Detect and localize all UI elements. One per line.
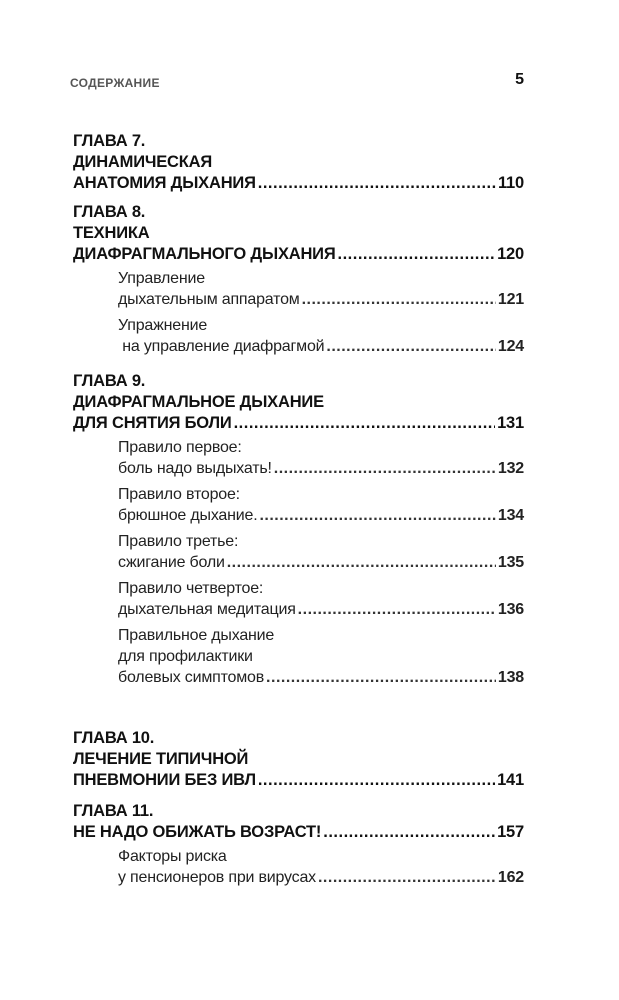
- chapter-page-number: 157: [497, 823, 524, 841]
- section-list: [118, 437, 524, 688]
- section-line: Правильное дыхание: [118, 627, 275, 644]
- toc-section: [118, 437, 524, 479]
- running-head: СОДЕРЖАНИЕ: [70, 76, 160, 90]
- section-title: дыхательным аппаратом: [118, 291, 300, 308]
- dot-leader: [227, 552, 496, 573]
- dot-leader: [258, 770, 495, 791]
- section-line: Правило третье:: [118, 533, 239, 550]
- toc-chapter-9: [73, 371, 524, 688]
- chapter-title: ДИАФРАГМАЛЬНОГО ДЫХАНИЯ: [73, 245, 336, 263]
- dot-leader: [338, 244, 496, 265]
- section-title: дыхательная медитация: [118, 601, 296, 618]
- chapter-heading-line: ДИАФРАГМАЛЬНОЕ ДЫХАНИЕ: [73, 393, 324, 411]
- section-title: болевых симптомов: [118, 669, 265, 686]
- chapter-title: ПНЕВМОНИИ БЕЗ ИВЛ: [73, 771, 256, 789]
- toc-section: [118, 531, 524, 573]
- section-entry-row: [118, 505, 524, 526]
- toc-section: [118, 578, 524, 620]
- chapter-heading-line: ЛЕЧЕНИЕ ТИПИЧНОЙ: [73, 750, 249, 768]
- toc-section: [118, 315, 524, 357]
- chapter-heading-line: ГЛАВА 10.: [73, 729, 155, 747]
- section-line: Правило второе:: [118, 486, 240, 503]
- chapter-entry-row: [73, 770, 524, 791]
- section-line: Факторы риска: [118, 848, 227, 865]
- toc-section: [118, 484, 524, 526]
- chapter-title: НЕ НАДО ОБИЖАТЬ ВОЗРАСТ!: [73, 823, 322, 841]
- dot-leader: [323, 822, 495, 843]
- dot-leader: [259, 505, 495, 526]
- section-line: Правило первое:: [118, 439, 242, 456]
- dot-leader: [274, 458, 496, 479]
- chapter-heading-line: ТЕХНИКА: [73, 224, 150, 242]
- section-title: на управление диафрагмой: [118, 338, 325, 355]
- section-page-number: 124: [497, 338, 524, 355]
- chapter-entry-row: [73, 822, 524, 843]
- toc-chapter-7: [73, 131, 524, 194]
- section-page-number: 132: [497, 460, 524, 477]
- section-title: брюшное дыхание.: [118, 507, 258, 524]
- section-line: Управление: [118, 270, 205, 287]
- section-entry-row: [118, 867, 524, 888]
- chapter-entry-row: [73, 173, 524, 194]
- toc-chapter-11: [73, 801, 524, 888]
- section-entry-row: [118, 458, 524, 479]
- dot-leader: [266, 667, 496, 688]
- dot-leader: [326, 336, 496, 357]
- toc-chapter-8: [73, 202, 524, 357]
- chapter-heading-line: ГЛАВА 9.: [73, 372, 146, 390]
- toc-section: [118, 625, 524, 688]
- chapter-entry-row: [73, 413, 524, 434]
- toc-section: [118, 846, 524, 888]
- section-title: у пенсионеров при вирусах: [118, 869, 316, 886]
- toc-section: [118, 268, 524, 310]
- section-entry-row: [118, 667, 524, 688]
- chapter-title: АНАТОМИЯ ДЫХАНИЯ: [73, 174, 256, 192]
- dot-leader: [234, 413, 495, 434]
- table-of-contents: [73, 131, 524, 893]
- section-line: для профилактики: [118, 648, 253, 665]
- section-page-number: 121: [497, 291, 524, 308]
- dot-leader: [258, 173, 496, 194]
- section-page-number: 138: [497, 669, 524, 686]
- page-number: 5: [515, 71, 524, 88]
- section-entry-row: [118, 599, 524, 620]
- chapter-page-number: 141: [497, 771, 524, 789]
- section-page-number: 136: [497, 601, 524, 618]
- section-entry-row: [118, 336, 524, 357]
- chapter-entry-row: [73, 244, 524, 265]
- dot-leader: [302, 289, 496, 310]
- chapter-heading-line: ГЛАВА 11.: [73, 802, 154, 820]
- chapter-title: ДЛЯ СНЯТИЯ БОЛИ: [73, 414, 232, 432]
- chapter-heading-line: ГЛАВА 7.: [73, 132, 146, 150]
- chapter-heading-line: ДИНАМИЧЕСКАЯ: [73, 153, 213, 171]
- section-list: [118, 846, 524, 888]
- dot-leader: [318, 867, 496, 888]
- chapter-page-number: 131: [497, 414, 524, 432]
- section-page-number: 134: [497, 507, 524, 524]
- section-title: боль надо выдыхать!: [118, 460, 272, 477]
- section-page-number: 135: [497, 554, 524, 571]
- toc-chapter-10: [73, 728, 524, 791]
- section-entry-row: [118, 289, 524, 310]
- dot-leader: [298, 599, 496, 620]
- chapter-heading-line: ГЛАВА 8.: [73, 203, 146, 221]
- section-line: Упражнение: [118, 317, 208, 334]
- chapter-page-number: 110: [497, 174, 524, 192]
- section-list: [118, 268, 524, 357]
- section-page-number: 162: [497, 869, 524, 886]
- chapter-page-number: 120: [497, 245, 524, 263]
- section-line: Правило четвертое:: [118, 580, 264, 597]
- section-entry-row: [118, 552, 524, 573]
- section-title: сжигание боли: [118, 554, 225, 571]
